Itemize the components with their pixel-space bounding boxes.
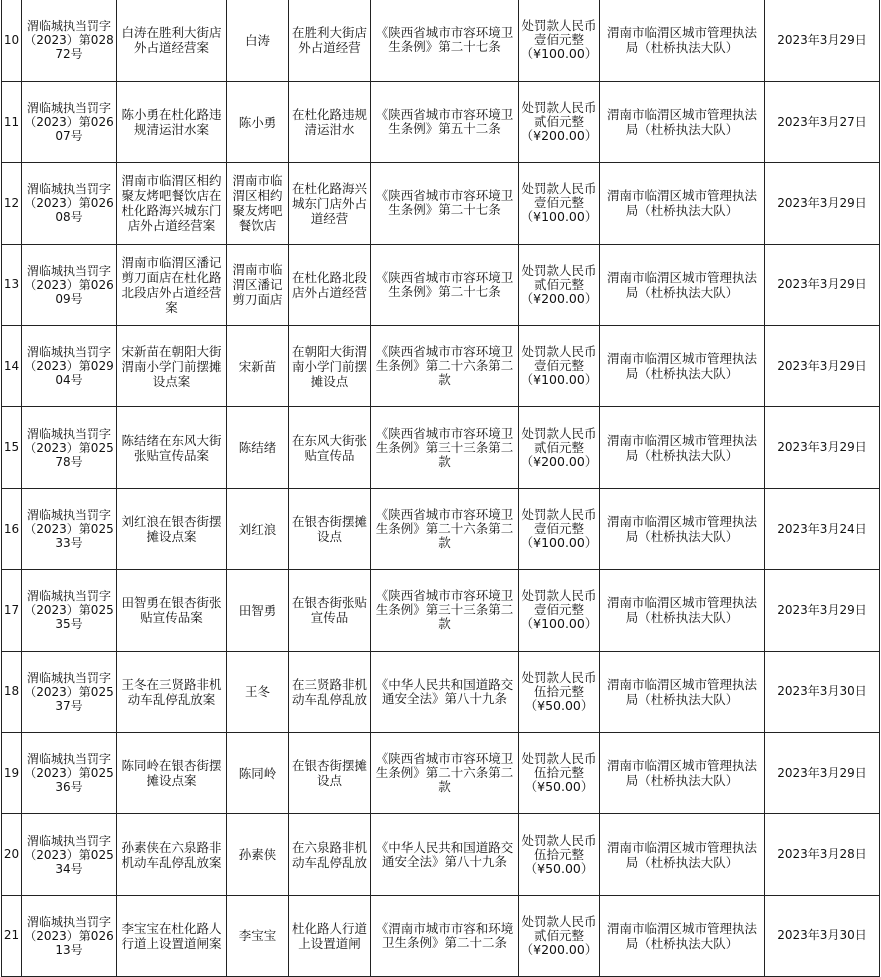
row-number: 18	[2, 651, 22, 732]
violation-facts: 杜化路人行道上设置道闸	[289, 895, 371, 976]
decision-date: 2023年3月29日	[765, 0, 880, 81]
party-name: 王冬	[227, 651, 289, 732]
table-row	[2, 326, 880, 407]
case-name: 陈小勇在杜化路违规清运泔水案	[117, 81, 227, 162]
penalty-content: 处罚款人民币贰佰元整（¥200.00）	[519, 81, 600, 162]
table-row	[2, 81, 880, 162]
decision-document-number: 渭临城执当罚字（2023）第02535号	[22, 570, 117, 651]
case-name: 王冬在三贤路非机动车乱停乱放案	[117, 651, 227, 732]
row-number: 12	[2, 163, 22, 244]
table-row	[2, 407, 880, 488]
penalty-content: 处罚款人民币伍拾元整（¥50.00）	[519, 651, 600, 732]
case-name: 宋新苗在朝阳大街渭南小学门前摆摊设点案	[117, 326, 227, 407]
decision-document-number: 渭临城执当罚字（2023）第02537号	[22, 651, 117, 732]
row-number: 21	[2, 895, 22, 976]
penalty-content: 处罚款人民币贰佰元整（¥200.00）	[519, 895, 600, 976]
enforcement-authority: 渭南市临渭区城市管理执法局（杜桥执法大队）	[600, 814, 765, 895]
decision-date: 2023年3月27日	[765, 81, 880, 162]
penalty-records-table	[1, 0, 880, 977]
case-name: 孙素侠在六泉路非机动车乱停乱放案	[117, 814, 227, 895]
legal-basis: 《渭南市城市市容和环境卫生条例》第二十二条	[371, 895, 519, 976]
party-name: 孙素侠	[227, 814, 289, 895]
legal-basis: 《中华人民共和国道路交通安全法》第八十九条	[371, 651, 519, 732]
decision-date: 2023年3月29日	[765, 326, 880, 407]
table-row	[2, 244, 880, 325]
case-name: 田智勇在银杏街张贴宣传品案	[117, 570, 227, 651]
penalty-content: 处罚款人民币壹佰元整（¥100.00）	[519, 570, 600, 651]
row-number: 13	[2, 244, 22, 325]
case-name: 渭南市临渭区潘记剪刀面店在杜化路北段店外占道经营案	[117, 244, 227, 325]
legal-basis: 《陕西省城市市容环境卫生条例》第五十二条	[371, 81, 519, 162]
enforcement-authority: 渭南市临渭区城市管理执法局（杜桥执法大队）	[600, 488, 765, 569]
enforcement-authority: 渭南市临渭区城市管理执法局（杜桥执法大队）	[600, 81, 765, 162]
violation-facts: 在六泉路非机动车乱停乱放	[289, 814, 371, 895]
party-name: 白涛	[227, 0, 289, 81]
party-name: 渭南市临渭区相约聚友烤吧餐饮店	[227, 163, 289, 244]
penalty-content: 处罚款人民币贰佰元整（¥200.00）	[519, 407, 600, 488]
penalty-content: 处罚款人民币贰佰元整（¥200.00）	[519, 244, 600, 325]
party-name: 渭南市临渭区潘记剪刀面店	[227, 244, 289, 325]
decision-date: 2023年3月29日	[765, 407, 880, 488]
violation-facts: 在三贤路非机动车乱停乱放	[289, 651, 371, 732]
penalty-content: 处罚款人民币伍拾元整（¥50.00）	[519, 733, 600, 814]
decision-document-number: 渭临城执当罚字（2023）第02607号	[22, 81, 117, 162]
table-row	[2, 733, 880, 814]
case-name: 陈结绪在东风大街张贴宣传品案	[117, 407, 227, 488]
table-row	[2, 163, 880, 244]
case-name: 白涛在胜利大街店外占道经营案	[117, 0, 227, 81]
party-name: 宋新苗	[227, 326, 289, 407]
table-row	[2, 814, 880, 895]
decision-date: 2023年3月29日	[765, 733, 880, 814]
legal-basis: 《陕西省城市市容环境卫生条例》第二十六条第二款	[371, 326, 519, 407]
decision-date: 2023年3月30日	[765, 651, 880, 732]
penalty-content: 处罚款人民币伍拾元整（¥50.00）	[519, 814, 600, 895]
enforcement-authority: 渭南市临渭区城市管理执法局（杜桥执法大队）	[600, 163, 765, 244]
violation-facts: 在银杏街摆摊设点	[289, 733, 371, 814]
table-row	[2, 570, 880, 651]
violation-facts: 在胜利大街店外占道经营	[289, 0, 371, 81]
row-number: 11	[2, 81, 22, 162]
party-name: 李宝宝	[227, 895, 289, 976]
row-number: 15	[2, 407, 22, 488]
decision-document-number: 渭临城执当罚字（2023）第02609号	[22, 244, 117, 325]
party-name: 田智勇	[227, 570, 289, 651]
enforcement-authority: 渭南市临渭区城市管理执法局（杜桥执法大队）	[600, 895, 765, 976]
legal-basis: 《陕西省城市市容环境卫生条例》第三十三条第二款	[371, 407, 519, 488]
legal-basis: 《陕西省城市市容环境卫生条例》第二十七条	[371, 244, 519, 325]
party-name: 刘红浪	[227, 488, 289, 569]
case-name: 刘红浪在银杏街摆摊设点案	[117, 488, 227, 569]
enforcement-authority: 渭南市临渭区城市管理执法局（杜桥执法大队）	[600, 244, 765, 325]
decision-document-number: 渭临城执当罚字（2023）第02533号	[22, 488, 117, 569]
decision-date: 2023年3月29日	[765, 163, 880, 244]
violation-facts: 在杜化路海兴城东门店外占道经营	[289, 163, 371, 244]
party-name: 陈小勇	[227, 81, 289, 162]
violation-facts: 在杜化路北段店外占道经营	[289, 244, 371, 325]
penalty-content: 处罚款人民币壹佰元整（¥100.00）	[519, 326, 600, 407]
row-number: 16	[2, 488, 22, 569]
violation-facts: 在杜化路违规清运泔水	[289, 81, 371, 162]
decision-date: 2023年3月29日	[765, 244, 880, 325]
legal-basis: 《陕西省城市市容环境卫生条例》第二十六条第二款	[371, 733, 519, 814]
legal-basis: 《陕西省城市市容环境卫生条例》第二十七条	[371, 0, 519, 81]
violation-facts: 在银杏街张贴宣传品	[289, 570, 371, 651]
table-row	[2, 651, 880, 732]
table-row	[2, 488, 880, 569]
enforcement-authority: 渭南市临渭区城市管理执法局（杜桥执法大队）	[600, 0, 765, 81]
row-number: 10	[2, 0, 22, 81]
row-number: 19	[2, 733, 22, 814]
decision-document-number: 渭临城执当罚字（2023）第02578号	[22, 407, 117, 488]
legal-basis: 《中华人民共和国道路交通安全法》第八十九条	[371, 814, 519, 895]
violation-facts: 在银杏街摆摊设点	[289, 488, 371, 569]
decision-document-number: 渭临城执当罚字（2023）第02534号	[22, 814, 117, 895]
violation-facts: 在朝阳大街渭南小学门前摆摊设点	[289, 326, 371, 407]
decision-date: 2023年3月30日	[765, 895, 880, 976]
enforcement-authority: 渭南市临渭区城市管理执法局（杜桥执法大队）	[600, 733, 765, 814]
enforcement-authority: 渭南市临渭区城市管理执法局（杜桥执法大队）	[600, 570, 765, 651]
decision-document-number: 渭临城执当罚字（2023）第02904号	[22, 326, 117, 407]
case-name: 渭南市临渭区相约聚友烤吧餐饮店在杜化路海兴城东门店外占道经营案	[117, 163, 227, 244]
legal-basis: 《陕西省城市市容环境卫生条例》第三十三条第二款	[371, 570, 519, 651]
enforcement-authority: 渭南市临渭区城市管理执法局（杜桥执法大队）	[600, 407, 765, 488]
legal-basis: 《陕西省城市市容环境卫生条例》第二十六条第二款	[371, 488, 519, 569]
decision-date: 2023年3月29日	[765, 570, 880, 651]
penalty-content: 处罚款人民币壹佰元整（¥100.00）	[519, 488, 600, 569]
violation-facts: 在东风大街张贴宣传品	[289, 407, 371, 488]
row-number: 14	[2, 326, 22, 407]
decision-date: 2023年3月28日	[765, 814, 880, 895]
legal-basis: 《陕西省城市市容环境卫生条例》第二十七条	[371, 163, 519, 244]
party-name: 陈结绪	[227, 407, 289, 488]
table-body	[2, 0, 880, 977]
enforcement-authority: 渭南市临渭区城市管理执法局（杜桥执法大队）	[600, 651, 765, 732]
case-name: 陈同岭在银杏街摆摊设点案	[117, 733, 227, 814]
case-name: 李宝宝在杜化路人行道上设置道闸案	[117, 895, 227, 976]
decision-document-number: 渭临城执当罚字（2023）第02613号	[22, 895, 117, 976]
penalty-content: 处罚款人民币壹佰元整（¥100.00）	[519, 0, 600, 81]
row-number: 20	[2, 814, 22, 895]
decision-document-number: 渭临城执当罚字（2023）第02608号	[22, 163, 117, 244]
decision-date: 2023年3月24日	[765, 488, 880, 569]
row-number: 17	[2, 570, 22, 651]
table-row	[2, 895, 880, 976]
table-row	[2, 0, 880, 81]
enforcement-authority: 渭南市临渭区城市管理执法局（杜桥执法大队）	[600, 326, 765, 407]
decision-document-number: 渭临城执当罚字（2023）第02872号	[22, 0, 117, 81]
decision-document-number: 渭临城执当罚字（2023）第02536号	[22, 733, 117, 814]
party-name: 陈同岭	[227, 733, 289, 814]
penalty-content: 处罚款人民币壹佰元整（¥100.00）	[519, 163, 600, 244]
